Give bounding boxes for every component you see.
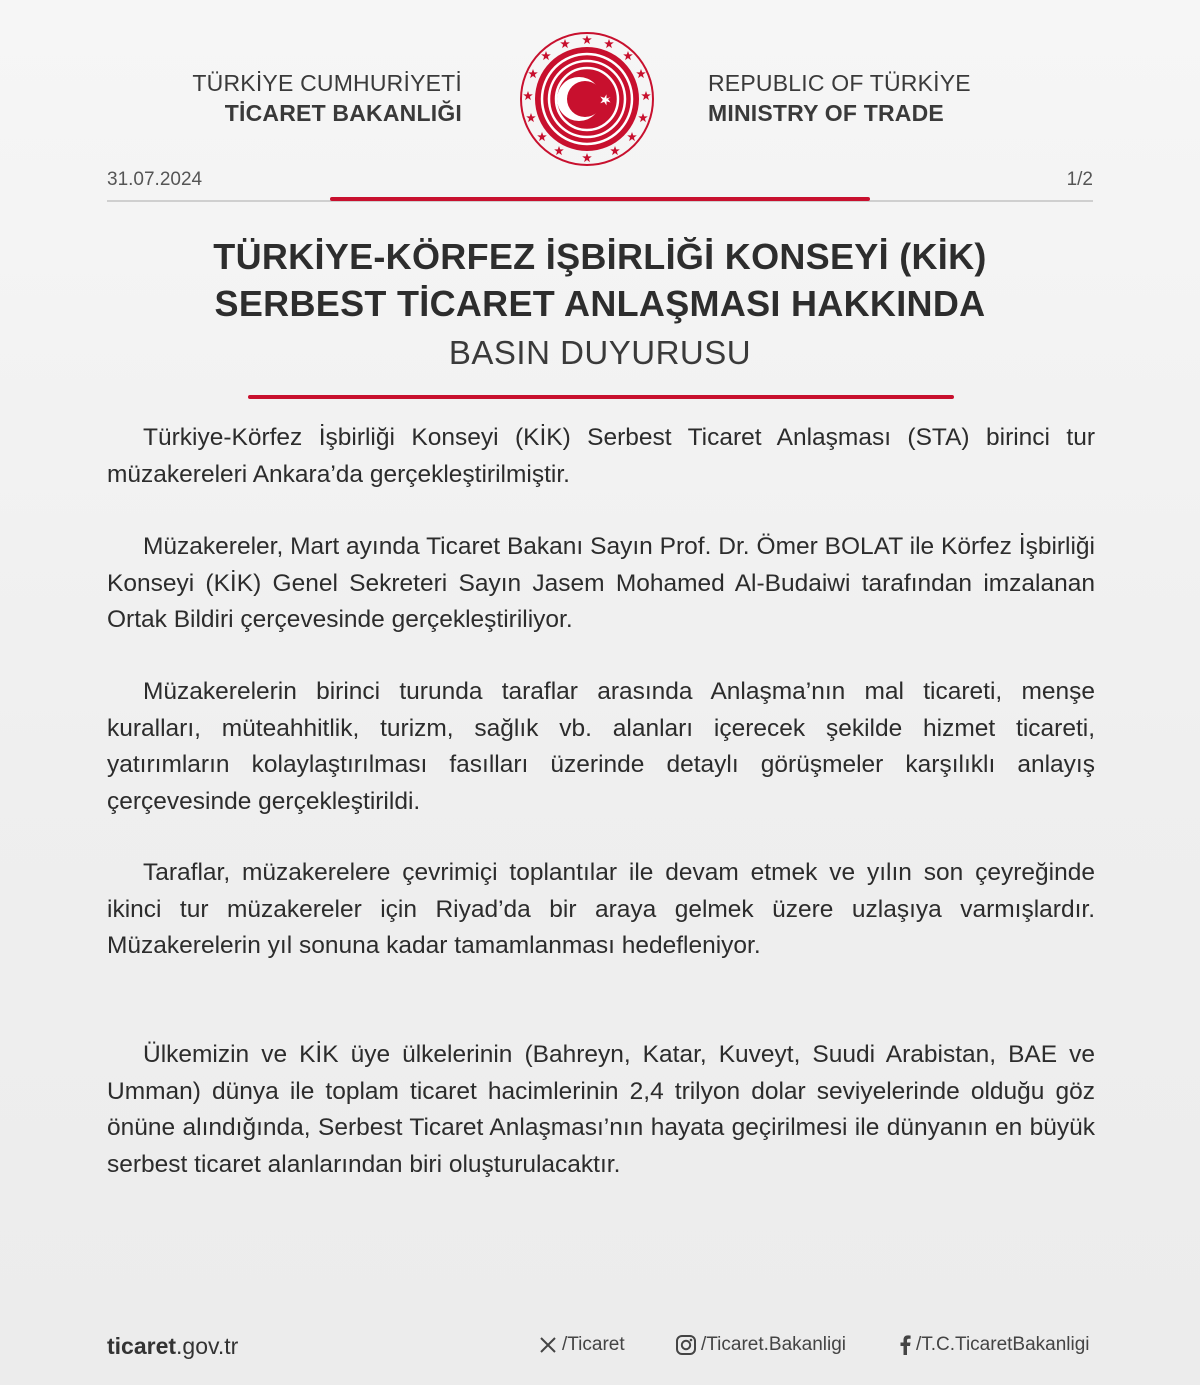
x-handle: /Ticaret: [562, 1334, 625, 1355]
body-paragraph-1: Türkiye-Körfez İşbirliği Konseyi (KİK) Serbest Ticaret Anlaşması (STA) birinci tur müzakereleri Ankara’da gerçekleştirilmiştir.: [107, 424, 1095, 488]
body-paragraph-5: Ülkemizin ve KİK üye ülkelerinin (Bahreyn, Katar, Kuveyt, Suudi Arabistan, BAE ve Umman) dünya ile toplam ticaret hacimlerinin 2,4 trilyon dolar seviyelerinde olduğu göz önüne alındığında, Serbest Ticaret Anlaşması’nın hayata geçirilmesi ile dünyanın en büyük serbest ticaret alanlarından biri oluşturulacaktır.: [107, 1041, 1095, 1178]
subtitle: BASIN DUYURUSU: [448, 334, 752, 371]
instagram-social-link[interactable]: [675, 1334, 846, 1356]
website-bold: ticaret: [107, 1333, 177, 1359]
facebook-handle: /T.C.TicaretBakanligi: [916, 1334, 1090, 1355]
website-link[interactable]: [107, 1333, 238, 1360]
x-logo-icon: [538, 1335, 558, 1355]
ministry-seal-icon: [513, 25, 661, 173]
body-paragraph-4: Taraflar, müzakerelere çevrimiçi toplantılar ile devam etmek ve yılın son çeyreğinde ikinci tur müzakereler için Riyad’da bir araya gelmek üzere uzlaşıya varmışlardır. Müzakerelerin yıl sonuna kadar tamamlanması hedefleniyor.: [107, 859, 1095, 959]
facebook-icon: [898, 1334, 912, 1356]
facebook-social-link[interactable]: [898, 1334, 1090, 1356]
title-accent-rule: [248, 395, 954, 399]
ministry-name-english: [708, 68, 971, 128]
header-right-line1: REPUBLIC OF TÜRKİYE: [708, 70, 971, 96]
instagram-handle: /Ticaret.Bakanligi: [701, 1334, 847, 1355]
release-date: 31.07.2024: [107, 169, 203, 190]
ministry-name-turkish: [192, 68, 462, 128]
title-line1: TÜRKİYE-KÖRFEZ İŞBİRLİĞİ KONSEYİ (KİK): [213, 236, 987, 277]
header-accent-rule: [330, 197, 870, 201]
x-social-link[interactable]: [538, 1334, 625, 1356]
body-paragraph-2: Müzakereler, Mart ayında Ticaret Bakanı Sayın Prof. Dr. Ömer BOLAT ile Körfez İşbirliği Konseyi (KİK) Genel Sekreteri Sayın Jasem Mohamed Al-Budaiwi tarafından imzalanan Ortak Bildiri çerçevesinde gerçekleştiriliyor.: [107, 533, 1095, 633]
header-right-line2: MINISTRY OF TRADE: [708, 100, 944, 126]
instagram-icon: [675, 1334, 697, 1356]
page-number: 1/2: [1066, 169, 1093, 190]
title-line2: SERBEST TİCARET ANLAŞMASI HAKKINDA: [214, 283, 986, 324]
website-domain: .gov.tr: [176, 1333, 239, 1359]
header-left-line2: TİCARET BAKANLIĞI: [224, 100, 462, 126]
body-paragraph-3: Müzakerelerin birinci turunda taraflar arasında Anlaşma’nın mal ticareti, menşe kuralları, müteahhitlik, turizm, sağlık vb. alanları içerecek şekilde hizmet ticareti, yatırımların kolaylaştırılması fasılları üzerinde detaylı görüşmeler karşılıklı anlayış çerçevesinde gerçekleştirildi.: [107, 678, 1095, 815]
header-left-line1: TÜRKİYE CUMHURİYETİ: [192, 70, 462, 96]
